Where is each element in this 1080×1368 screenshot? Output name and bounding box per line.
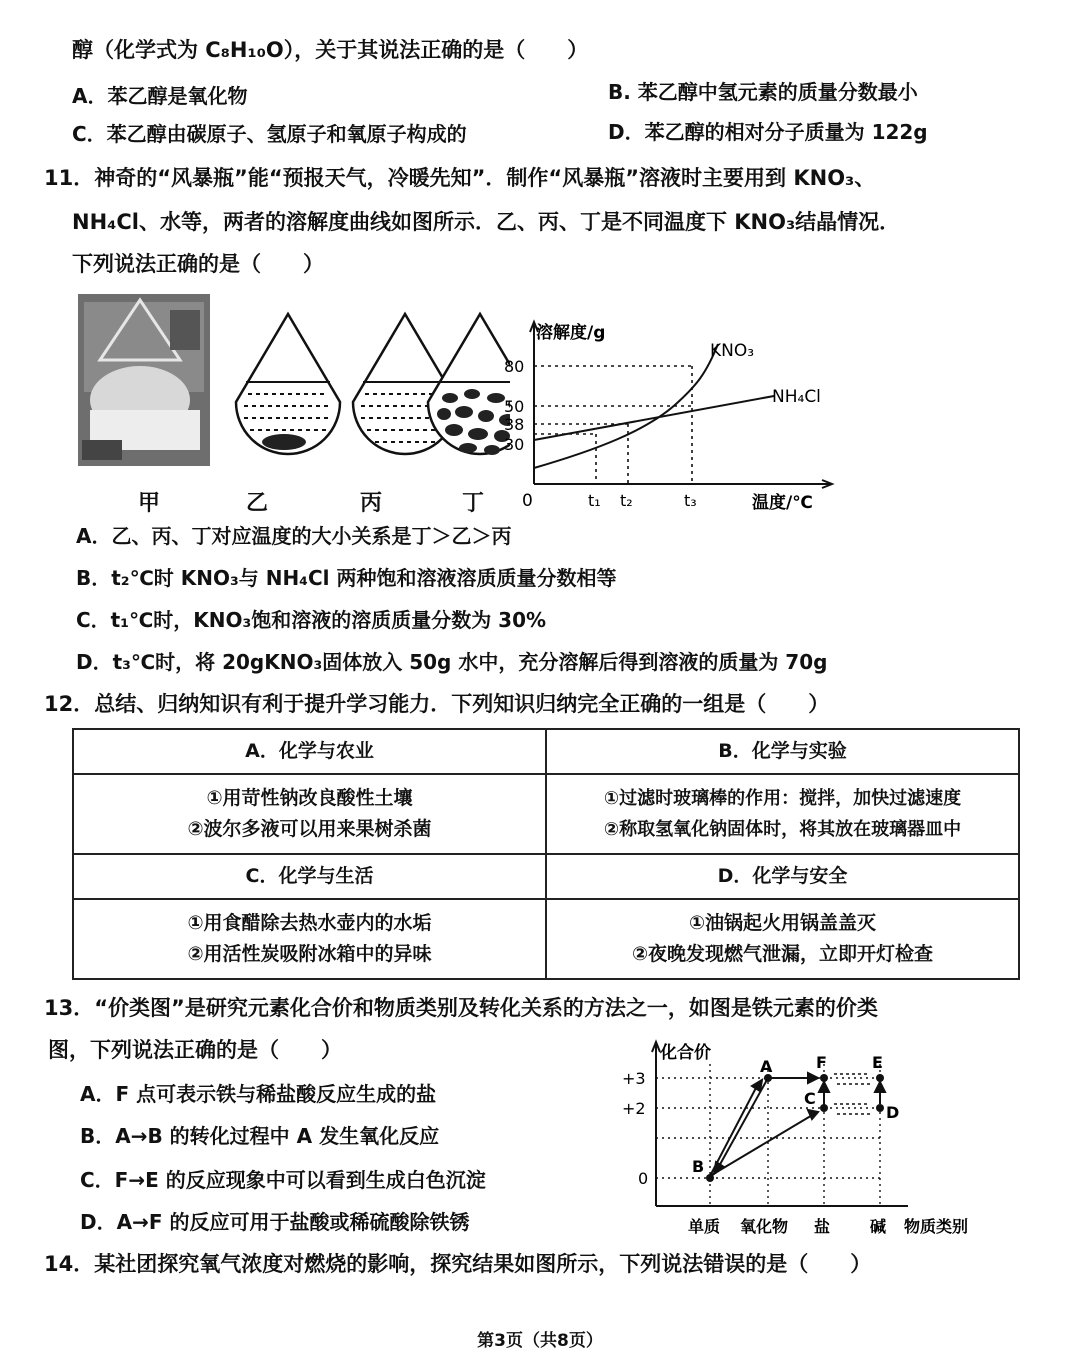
- q11-option-d: D．t₃℃时，将 20gKNO₃固体放入 50g 水中，充分溶解后得到溶液的质量为 70g: [76, 650, 828, 674]
- arrow-d-e-head: [875, 1082, 885, 1092]
- point-d-label: D: [886, 1103, 900, 1122]
- solubility-chart: [496, 316, 846, 516]
- y-tick-50: 50: [504, 397, 525, 416]
- q13-stem-line1: 13．“价类图”是研究元素化合价和物质类别及转化关系的方法之一，如图是铁元素的价类: [44, 996, 878, 1020]
- y-tick-38: 38: [504, 415, 525, 434]
- origin-label: 0: [522, 491, 533, 511]
- table-cell-b: [546, 774, 1019, 854]
- vc-y-label: 化合价: [660, 1043, 711, 1063]
- q10-option-b: B. 苯乙醇中氢元素的质量分数最小: [608, 80, 918, 104]
- storm-bottle-photo: [78, 294, 210, 466]
- q11-option-c: C．t₁℃时，KNO₃饱和溶液的溶质质量分数为 30%: [76, 608, 547, 632]
- table-b-item-1: ①过滤时玻璃棒的作用：搅拌，加快过滤速度: [603, 788, 962, 809]
- table-head-d: D．化学与安全: [546, 854, 1019, 899]
- q13-option-d: D．A→F 的反应可用于盐酸或稀硫酸除铁锈: [80, 1210, 470, 1234]
- kno3-label: KNO₃: [710, 341, 755, 361]
- x-tick-t2: t₂: [620, 491, 633, 510]
- point-e-marker: [876, 1074, 884, 1082]
- vc-y-tick-plus3: +3: [622, 1069, 646, 1088]
- x-tick-t3: t₃: [684, 491, 697, 510]
- point-f-label: F: [816, 1053, 827, 1072]
- y-tick-80: 80: [504, 357, 525, 376]
- q11-option-a: A．乙、丙、丁对应温度的大小关系是丁＞乙＞丙: [76, 524, 512, 548]
- q13-stem-line2: 图，下列说法正确的是（ ）: [48, 1038, 342, 1062]
- vc-x-cat-salt: 盐: [814, 1217, 831, 1236]
- valence-class-diagram: [618, 1036, 998, 1246]
- caption-jia: 甲: [138, 491, 161, 516]
- table-cell-d: [546, 899, 1019, 979]
- table-head-a: A．化学与农业: [73, 729, 546, 774]
- vc-y-tick-plus2: +2: [622, 1099, 646, 1118]
- page-footer: 第3页（共8页）: [477, 1331, 603, 1351]
- point-e-label: E: [872, 1053, 883, 1072]
- y-tick-30: 30: [504, 435, 525, 454]
- point-c-label: C: [804, 1089, 816, 1108]
- q11-stem-line2: NH₄Cl、水等，两者的溶解度曲线如图所示．乙、丙、丁是不同温度下 KNO₃结晶情况．: [72, 210, 901, 234]
- q13-option-c: C．F→E 的反应现象中可以看到生成白色沉淀: [80, 1168, 486, 1192]
- point-f-marker: [820, 1074, 828, 1082]
- arrow-b-a-head: [752, 1080, 762, 1091]
- table-cell-a: [73, 774, 546, 854]
- point-a-label: A: [760, 1057, 773, 1076]
- q13-option-b: B．A→B 的转化过程中 A 发生氧化反应: [80, 1124, 440, 1148]
- nh4cl-label: NH₄Cl: [772, 387, 821, 407]
- vc-point-markers: [706, 1074, 884, 1182]
- point-c-marker: [820, 1104, 828, 1112]
- arrow-c-f-head: [819, 1082, 829, 1092]
- point-b-label: B: [692, 1157, 705, 1176]
- x-tick-t1: t₁: [588, 491, 601, 510]
- q14-stem: 14．某社团探究氧气浓度对燃烧的影响，探究结果如图所示，下列说法错误的是（ ）: [44, 1252, 872, 1276]
- bottle-yi: [236, 314, 340, 454]
- table-head-b: B．化学与实验: [546, 729, 1019, 774]
- q10-option-d: D．苯乙醇的相对分子质量为 122g: [608, 120, 928, 144]
- table-a-item-2: ②波尔多液可以用来果树杀菌: [187, 818, 432, 840]
- q10-stem: 醇（化学式为 C₈H₁₀O），关于其说法正确的是（ ）: [72, 38, 589, 62]
- point-b-marker: [706, 1174, 714, 1182]
- solubility-x-label: 温度/℃: [752, 493, 813, 513]
- table-b-item-2: ②称取氢氧化钠固体时，将其放在玻璃器皿中: [603, 819, 962, 840]
- vc-grid: [656, 1064, 880, 1206]
- q11-stem-line3: 下列说法正确的是（ ）: [72, 252, 324, 276]
- q12-knowledge-table: [72, 728, 1020, 980]
- q12-stem: 12．总结、归纳知识有利于提升学习能力．下列知识归纳完全正确的一组是（ ）: [44, 692, 830, 716]
- point-d-marker: [876, 1104, 884, 1112]
- vc-x-cat-element: 单质: [688, 1217, 721, 1236]
- vc-x-cat-oxide: 氧化物: [740, 1217, 789, 1236]
- q10-option-c: C．苯乙醇由碳原子、氢原子和氧原子构成的: [72, 122, 467, 146]
- vc-x-cat-base: 碱: [870, 1217, 887, 1236]
- vc-x-label: 物质类别: [904, 1217, 969, 1236]
- vc-y-tick-zero: 0: [638, 1169, 649, 1188]
- caption-bing: 丙: [360, 491, 383, 516]
- caption-yi: 乙: [246, 491, 269, 516]
- table-d-item-1: ①油锅起火用锅盖盖灭: [688, 912, 877, 934]
- storm-bottle-figure: [70, 290, 510, 480]
- table-cell-c: [73, 899, 546, 979]
- caption-ding: 丁: [462, 491, 485, 516]
- table-c-item-2: ②用活性炭吸附冰箱中的异味: [187, 943, 432, 965]
- q10-option-a: A．苯乙醇是氧化物: [72, 84, 248, 108]
- table-d-item-2: ②夜晚发现燃气泄漏，立即开灯检查: [631, 943, 934, 965]
- arrow-a-f-head: [808, 1073, 818, 1083]
- table-head-c: C．化学与生活: [73, 854, 546, 899]
- q11-option-b: B．t₂℃时 KNO₃与 NH₄Cl 两种饱和溶液溶质质量分数相等: [76, 566, 617, 590]
- table-a-item-1: ①用苛性钠改良酸性土壤: [206, 787, 413, 809]
- q11-stem-line1: 11．神奇的“风暴瓶”能“预报天气，冷暖先知”．制作“风暴瓶”溶液时主要用到 KNO₃、: [44, 166, 876, 190]
- solubility-y-label: 溶解度/g: [536, 323, 606, 343]
- q13-option-a: A．F 点可表示铁与稀盐酸反应生成的盐: [80, 1082, 437, 1106]
- table-c-item-1: ①用食醋除去热水壶内的水垢: [187, 912, 432, 934]
